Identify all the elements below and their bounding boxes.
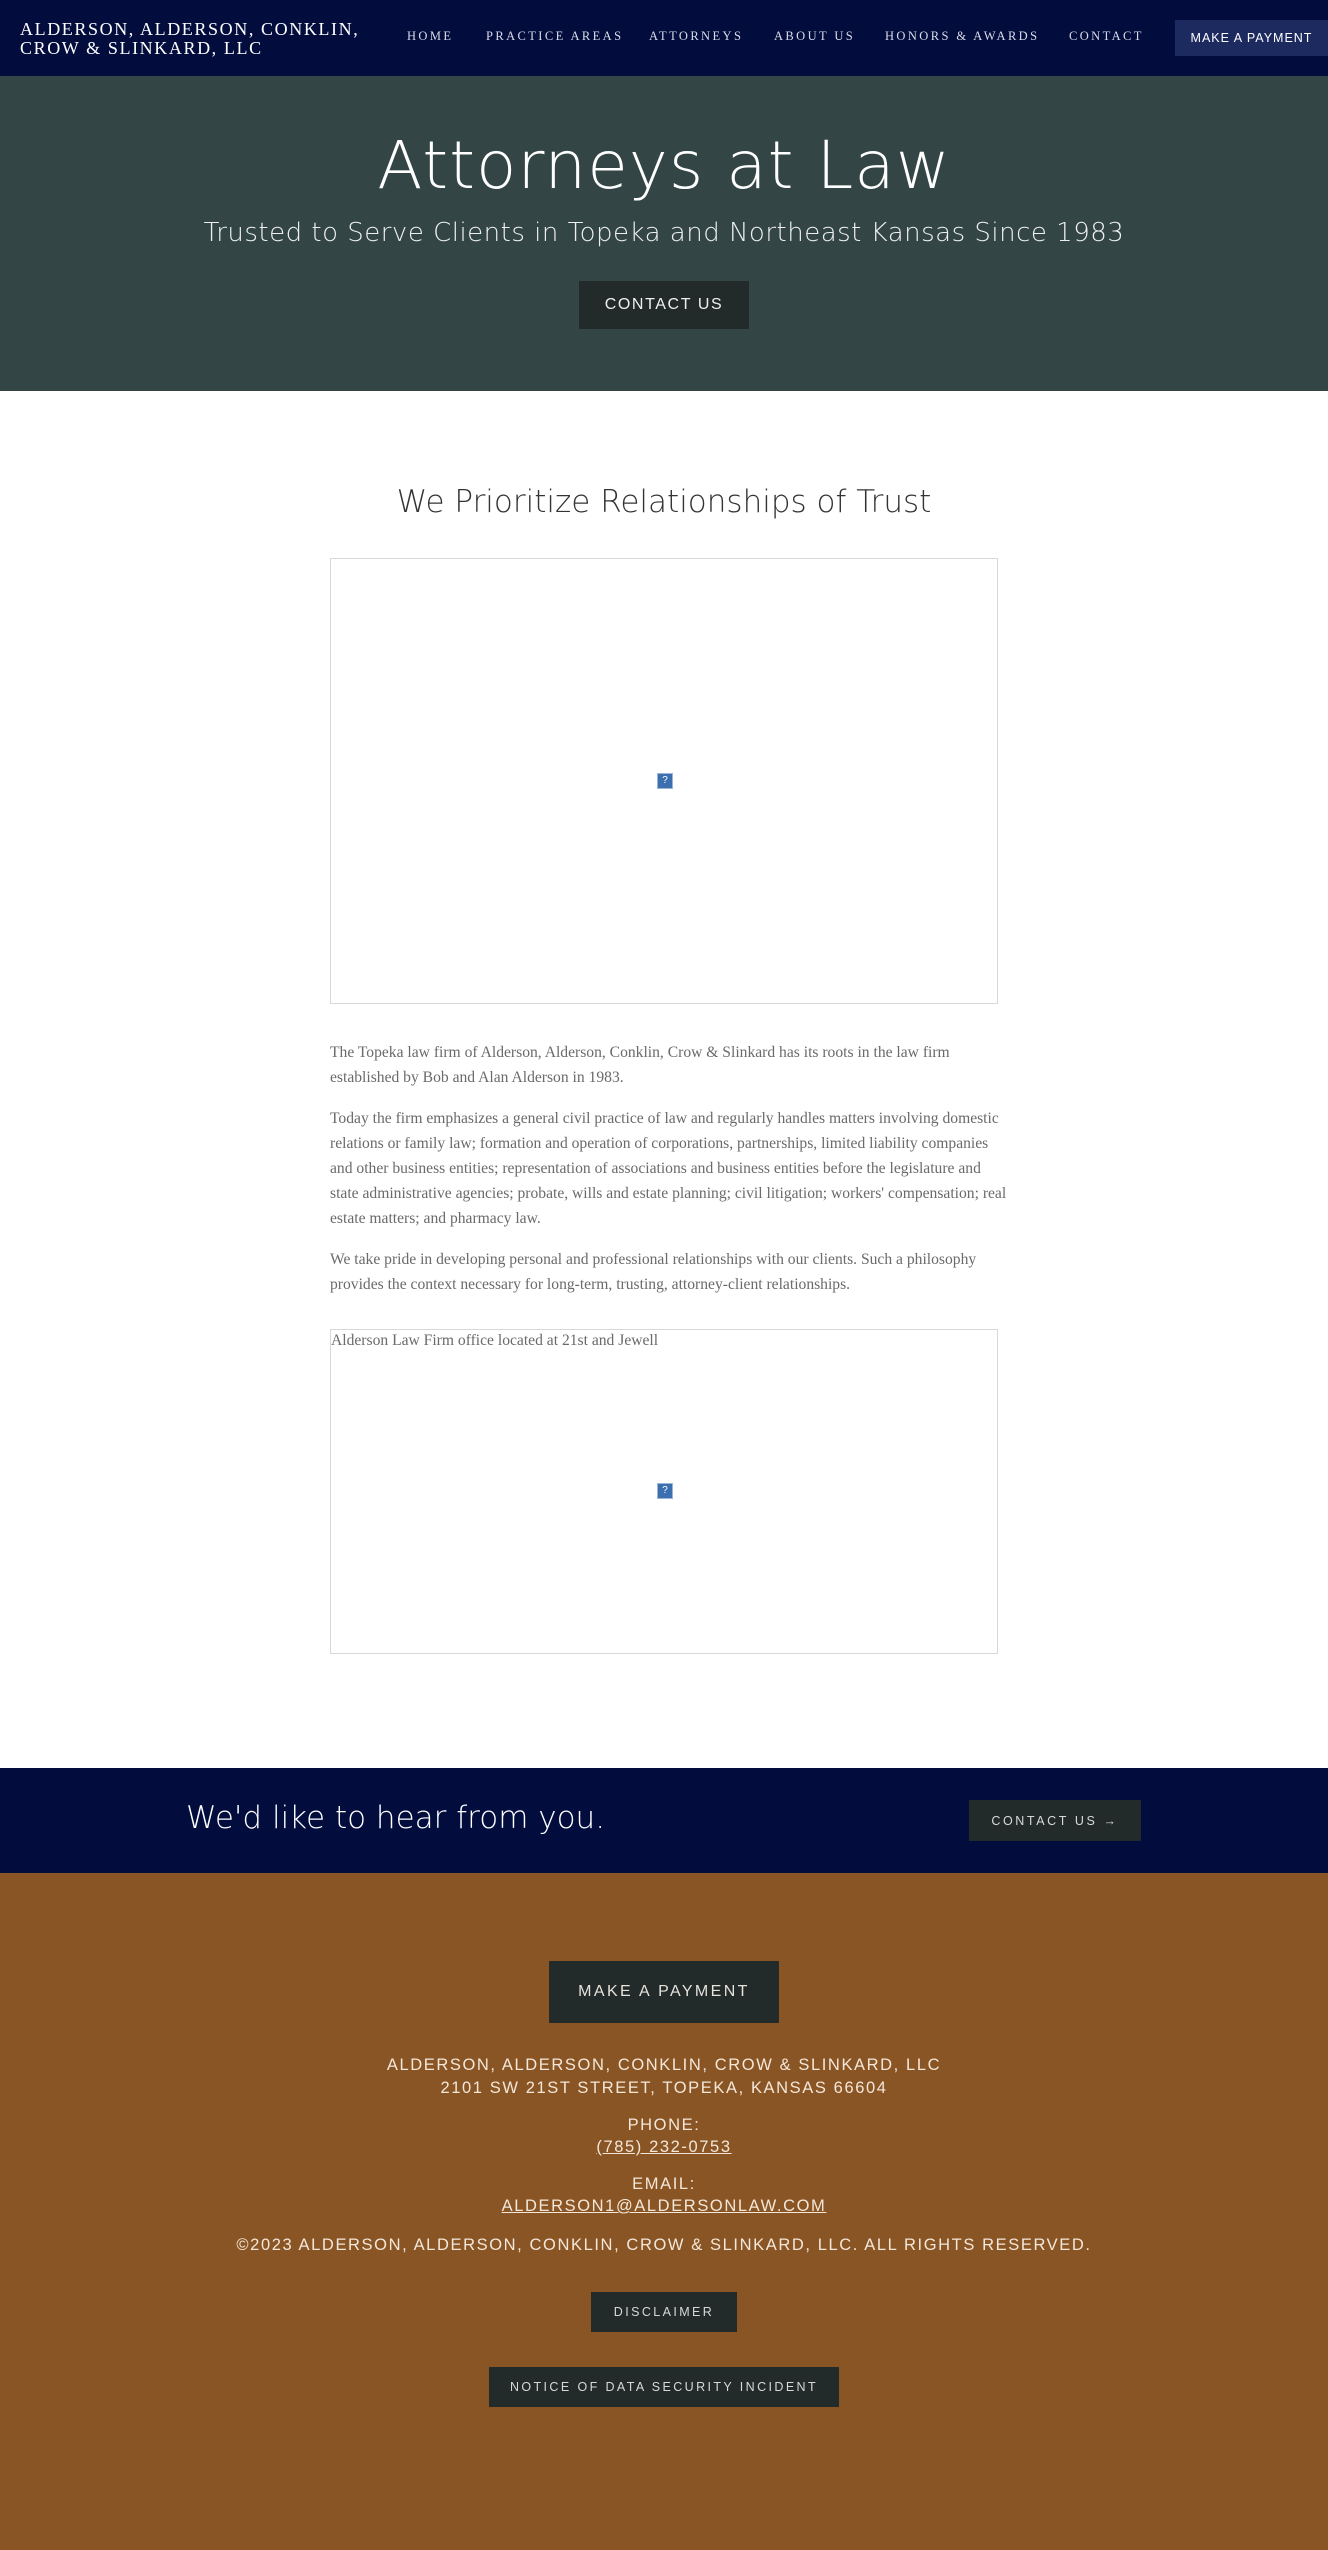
hero-subtitle: Trusted to Serve Clients in Topeka and Northeast Kansas Since 1983 [203,218,1125,248]
nav-link-honors-awards[interactable]: HONORS & AWARDS [885,29,1040,43]
footer-copyright: ©2023 ALDERSON, ALDERSON, CONKLIN, CROW & SLINKARD, LLC. ALL RIGHTS RESERVED. [236,2236,1092,2254]
footer-payment-button[interactable]: MAKE A PAYMENT [549,1961,779,2023]
broken-image-icon: ? [657,1483,673,1499]
footer-email-wrap [0,2197,1328,2216]
contact-cta-band [0,1768,1328,1873]
footer-email-link[interactable]: ALDERSON1@ALDERSONLAW.COM [501,2197,827,2215]
nav-link-home[interactable]: HOME [407,29,454,43]
footer-address: 2101 SW 21ST STREET, TOPEKA, KANSAS 66604 [440,2079,888,2097]
nav-link-contact[interactable]: CONTACT [1069,29,1144,43]
nav-link-practice-areas[interactable]: PRACTICE AREAS [486,29,624,43]
firm-image-placeholder [330,558,998,1004]
brand-logo-text[interactable]: ALDERSON, ALDERSON, CONKLIN, CROW & SLINKARD, LLC [20,19,360,58]
footer-firm-name: ALDERSON, ALDERSON, CONKLIN, CROW & SLINKARD, LLC [386,2056,942,2074]
footer-phone-wrap [0,2138,1328,2157]
footer-email-label: EMAIL: [632,2175,696,2193]
nav-link-attorneys[interactable]: ATTORNEYS [649,29,744,43]
hero-contact-button[interactable]: CONTACT US [579,281,749,329]
disclaimer-button[interactable]: DISCLAIMER [591,2292,737,2332]
hero-title: Attorneys at Law [377,127,951,204]
paragraph-philosophy: We take pride in developing personal and professional relationships with our clients. Such a philosophy provides the context necessary for long-term, trusting, attorney-client relationships. [330,1251,977,1293]
office-image-placeholder [330,1329,998,1654]
office-image-caption: Alderson Law Firm office located at 21st and Jewell [331,1332,659,1349]
broken-image-icon: ? [657,773,673,789]
make-payment-button[interactable]: MAKE A PAYMENT [1175,20,1328,56]
top-navigation [0,0,1328,76]
nav-link-about-us[interactable]: ABOUT US [774,29,856,43]
cta-contact-button[interactable]: CONTACT US → [969,1800,1141,1841]
cta-heading: We'd like to hear from you. [186,1800,606,1836]
site-footer [0,1873,1328,2550]
paragraph-practice: Today the firm emphasizes a general civil practice of law and regularly handles matters involving domestic relations or family law; formation and operation of corporations, partnerships, limited liability companies and other business entities; representation of associations and business entities before the legislature and state administrative agencies; probate, wills and estate planning; civil litigation; workers' compensation; real estate matters; and pharmacy law. [330,1110,1007,1227]
data-security-notice-button[interactable]: NOTICE OF DATA SECURITY INCIDENT [489,2367,839,2407]
paragraph-history: The Topeka law firm of Alderson, Alderson, Conklin, Crow & Slinkard has its roots in the law firm established by Bob and Alan Alderson in 1983. [330,1044,950,1086]
footer-phone-link[interactable]: (785) 232-0753 [596,2138,732,2156]
hero-section [0,76,1328,391]
footer-phone-label: PHONE: [627,2116,701,2134]
section-heading: We Prioritize Relationships of Trust [396,484,932,520]
